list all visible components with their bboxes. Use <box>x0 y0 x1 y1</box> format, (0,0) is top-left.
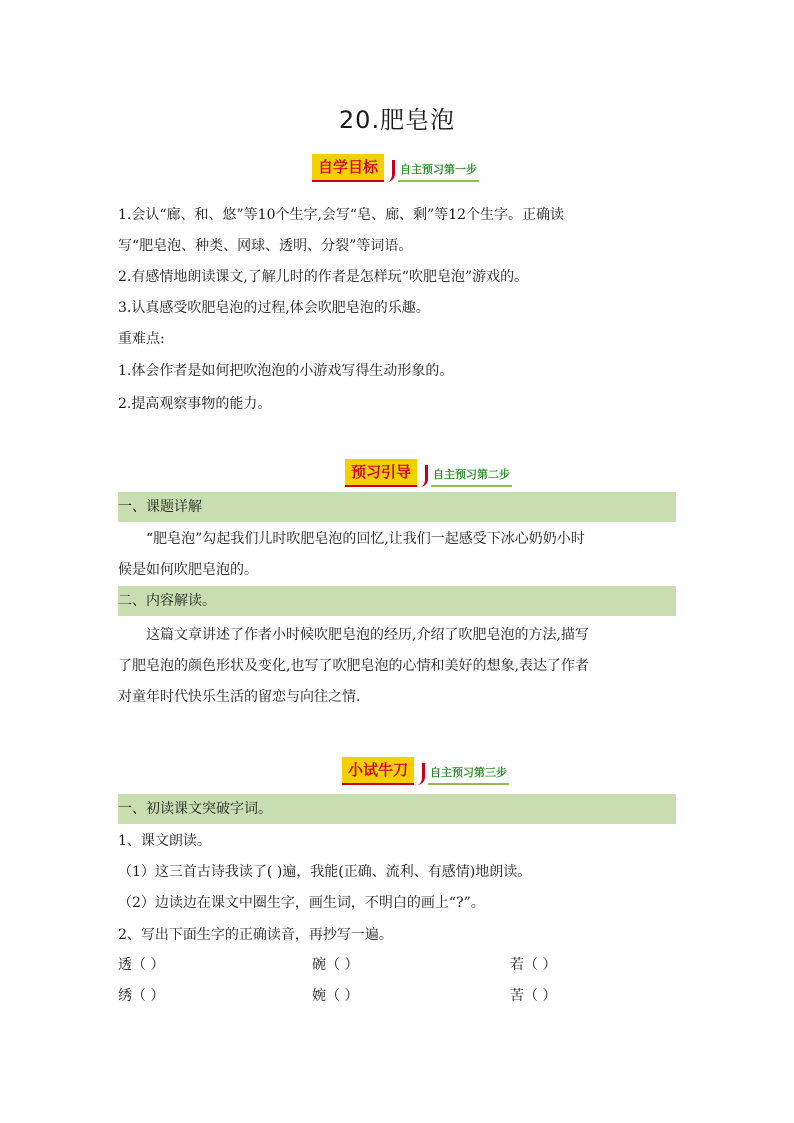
banner-label: 小试牛刀 <box>342 757 414 785</box>
char-blank[interactable]: 碗（ ） <box>312 957 359 973</box>
paragraph-line: 对童年时代快乐生活的留恋与向往之情. <box>118 689 361 705</box>
section-heading-bar: 一、初读课文突破字词。 <box>118 794 676 824</box>
banner-swoosh-icon <box>414 763 425 785</box>
exercise-line: 1、课文朗读。 <box>118 833 211 849</box>
paragraph-line: “肥皂泡”勾起我们儿时吹肥皂泡的回忆,让我们一起感受下冰心奶奶小时 <box>146 531 585 547</box>
page-title: 20.肥皂泡 <box>338 106 456 134</box>
banner-swoosh-icon <box>417 465 428 487</box>
banner-subtitle: 自主预习第一步 <box>398 162 479 182</box>
char-blank[interactable]: 若（ ） <box>510 957 557 973</box>
section-banner-preview-guide <box>345 457 512 487</box>
char-blank[interactable]: 婉（ ） <box>312 988 359 1004</box>
paragraph-line: 这篇文章讲述了作者小时候吹肥皂泡的经历,介绍了吹肥皂泡的方法,描写 <box>146 627 589 643</box>
key-point-line: 2.提高观察事物的能力。 <box>118 396 272 412</box>
paragraph-line: 了肥皂泡的颜色形状及变化,也写了吹肥皂泡的心情和美好的想象,表达了作者 <box>118 658 589 674</box>
section-heading-bar: 二、内容解读。 <box>118 586 676 616</box>
section-banner-try-it <box>342 755 509 785</box>
section-heading-bar: 一、课题详解 <box>118 492 676 522</box>
banner-subtitle: 自主预习第二步 <box>431 467 512 487</box>
goal-line: 2.有感情地朗读课文,了解儿时的作者是怎样玩“吹肥皂泡”游戏的。 <box>118 269 529 285</box>
char-blank[interactable]: 绣（ ） <box>118 988 165 1004</box>
goal-line: 3.认真感受吹肥皂泡的过程,体会吹肥皂泡的乐趣。 <box>118 300 430 316</box>
exercise-line: （2）边读边在课文中圈生字，画生词，不明白的画上“?”。 <box>118 895 485 911</box>
char-blank[interactable]: 透（ ） <box>118 957 165 973</box>
key-points-label: 重难点: <box>118 331 165 347</box>
exercise-line: 2、写出下面生字的正确读音，再抄写一遍。 <box>118 927 393 943</box>
paragraph-line: 候是如何吹肥皂泡的。 <box>118 562 258 578</box>
banner-label: 预习引导 <box>345 459 417 487</box>
banner-subtitle: 自主预习第三步 <box>428 765 509 785</box>
section-banner-self-study-goals <box>312 152 479 182</box>
banner-swoosh-icon <box>384 160 395 182</box>
banner-label: 自学目标 <box>312 154 384 182</box>
exercise-line: （1）这三首古诗我读了( )遍，我能(正确、流利、有感情)地朗读。 <box>118 864 532 880</box>
goal-line: 1.会认“廊、和、悠”等10个生字,会写“皂、廊、剩”等12个生字。正确读 <box>118 207 565 223</box>
key-point-line: 1.体会作者是如何把吹泡泡的小游戏写得生动形象的。 <box>118 363 454 379</box>
char-blank[interactable]: 苦（ ） <box>510 988 557 1004</box>
goal-line: 写“肥皂泡、种类、网球、透明、分裂”等词语。 <box>118 238 413 254</box>
